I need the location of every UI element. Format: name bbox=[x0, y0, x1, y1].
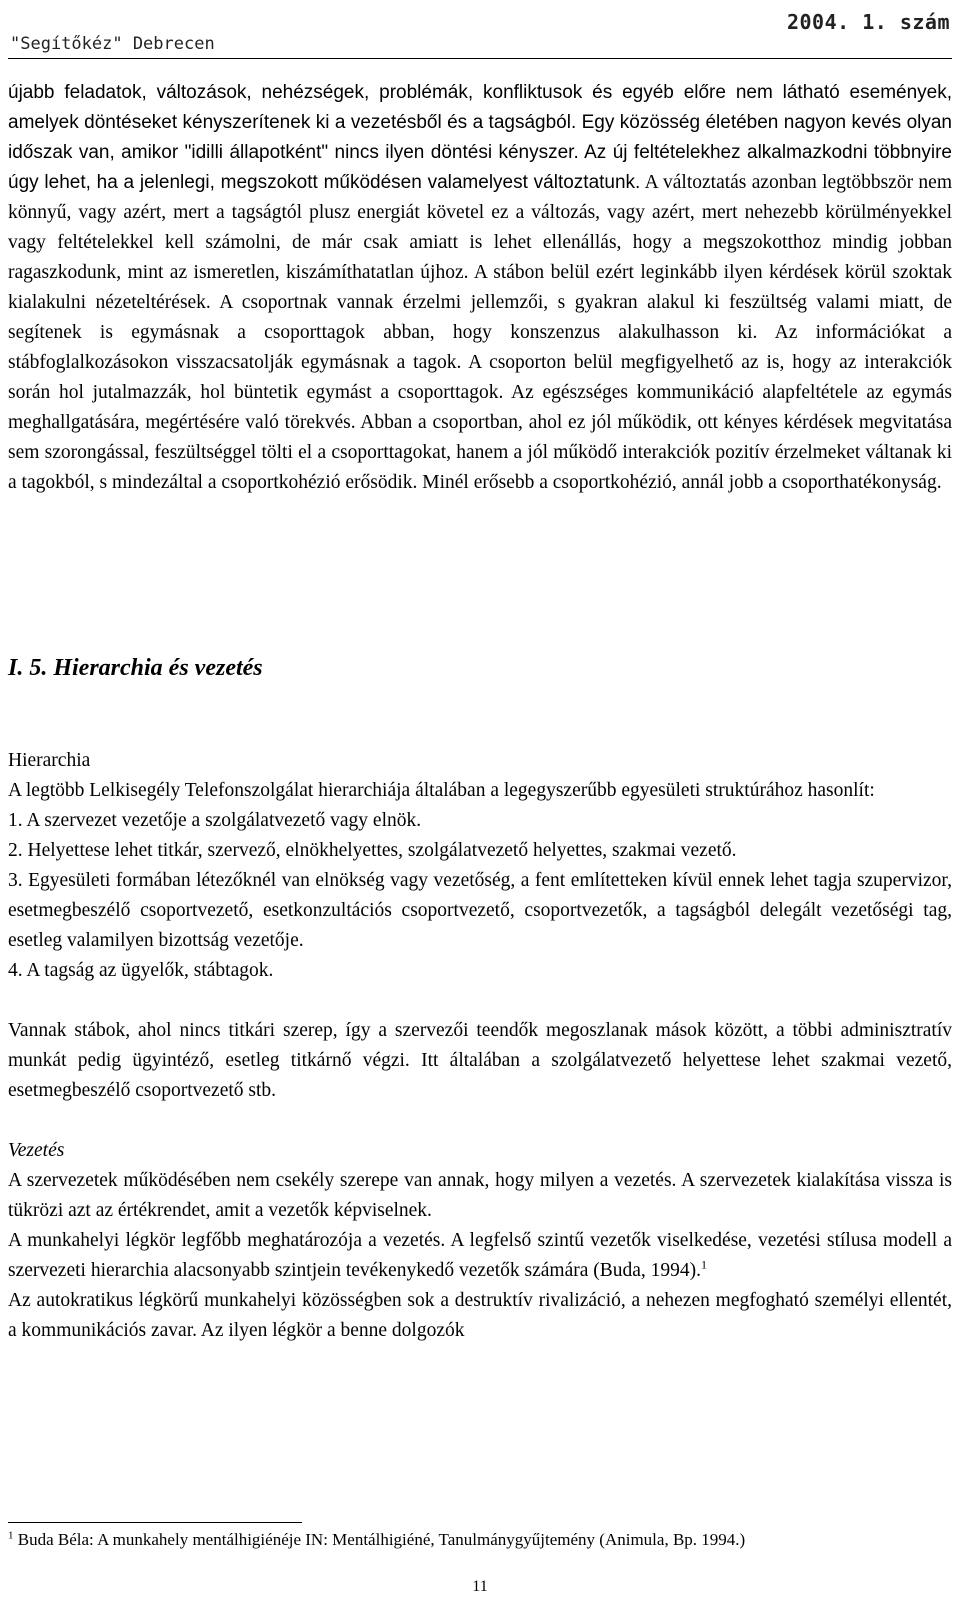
vezetes-paragraph-3: Az autokratikus légkörű munkahelyi közösségben sok a destruktív rivalizáció, a nehezen megfogható személyi ellentét, a kommunikációs zavar. Az ilyen légkör a benne dolgozók bbox=[8, 1290, 952, 1341]
hierarchia-item-4: 4. A tagság az ügyelők, stábtagok. bbox=[8, 960, 274, 981]
hierarchia-item-2: 2. Helyettese lehet titkár, szervező, elnökhelyettes, szolgálatvezető helyettes, szakmai vezető. bbox=[8, 840, 737, 861]
spacer bbox=[8, 986, 952, 1016]
footnote-text: Buda Béla: A munkahely mentálhigiénéje IN: Mentálhigiéné, Tanulmánygyűjtemény (Animula, Bp. 1994.) bbox=[13, 1530, 746, 1549]
hierarchia-heading: Hierarchia bbox=[8, 750, 91, 771]
page-number: 11 bbox=[472, 1578, 488, 1595]
page-header bbox=[8, 4, 952, 56]
section-title: I. 5. Hierarchia és vezetés bbox=[8, 655, 263, 681]
footnote-number: 1 bbox=[8, 1529, 14, 1542]
hierarchia-section bbox=[8, 746, 952, 1346]
header-issue: 2004. 1. szám bbox=[786, 10, 950, 34]
header-publication: "Segítőkéz" Debrecen bbox=[10, 34, 215, 54]
footnote-rule bbox=[8, 1522, 302, 1523]
header-rule bbox=[8, 58, 952, 59]
hierarchia-item-1: 1. A szervezet vezetője a szolgálatvezető vagy elnök. bbox=[8, 810, 422, 831]
spacer bbox=[8, 1106, 952, 1136]
footnote-reference[interactable]: 1 bbox=[701, 1257, 708, 1272]
vezetes-paragraph-2 bbox=[8, 1226, 952, 1286]
vezetes-paragraph-1: A szervezetek működésében nem csekély szerepe van annak, hogy milyen a vezetés. A szervezetek kialakítása vissza is tükrözi azt az értékrendet, amit a vezetők képviselnek. bbox=[8, 1170, 952, 1221]
hierarchia-item-3: 3. Egyesületi formában létezőknél van elnökség vagy vezetőség, a fent említetteken kívül ennek lehet tagja szupervizor, esetmegbeszélő csoportvezető, esetkonzultációs csoportvezető, csoportvezetők, a tagságból delegált vezetőségi tag, esetleg valamilyen bizottság vezetője. bbox=[8, 870, 952, 951]
vezetes-paragraph-2-text: A munkahelyi légkör legfőbb meghatározója a vezetés. A legfelső szintű vezetők viselkedése, vezetési stílusa modell a szervezeti hierarchia alacsonyabb szintjein tevékenykedő vezetők számára (Buda, 1994). bbox=[8, 1230, 952, 1281]
hierarchia-intro: A legtöbb Lelkisegély Telefonszolgálat hierarchiája általában a legegyszerűbb egyesületi struktúrához hasonlít: bbox=[8, 780, 875, 801]
hierarchia-paragraph: Vannak stábok, ahol nincs titkári szerep, így a szervezői teendők megoszlanak mások között, a többi adminisztratív munkát pedig ügyintéző, esetleg titkárnő végzi. Itt általában a szolgálatvezető helyettese lehet szakmai vezető, esetmegbeszélő csoportvezető stb. bbox=[8, 1020, 952, 1101]
intro-paragraph bbox=[8, 78, 952, 498]
intro-text-serif: A változtatás azonban legtöbbször nem könnyű, vagy azért, mert a tagságtól plusz energiát követel ez a változás, vagy azért, mert nehezebb körülményekkel vagy feltételekkel kell számolni, de már csak amiatt is lehet ellenállás, hogy a megszokotthoz mindig jobban ragaszkodunk, mint az ismeretlen, kiszámíthatatlan újhoz. A stábon belül ezért leginkább ilyen kérdések körül szoktak kialakulni nézeteltérések. A csoportnak vannak érzelmi jellemzői, s gyakran alakul ki feszültség valami miatt, de segítenek is egymásnak a csoporttagok abban, hogy konszenzus alakulhasson ki. Az információkat a stábfoglalkozásokon visszacsatolják egymásnak a tagok. A csoporton belül megfigyelhető az is, hogy az interakciók során hol jutalmazzák, hol büntetik egymást a csoporttagok. Az egészséges kommunikáció alapfeltétele az egymás meghallgatására, megértésére való törekvés. Abban a csoportban, ahol ez jól működik, ott kényes kérdések megvitatása sem szorongással, feszültséggel tölti el a csoporttagokat, hanem a jól működő interakciók pozitív érzelmeket váltanak ki a tagokból, s mindezáltal a csoportkohézió erősödik. Minél erősebb a csoportkohézió, annál jobb a csoporthatékonyság. bbox=[8, 172, 952, 493]
footnote bbox=[8, 1530, 745, 1550]
intro-text bbox=[8, 78, 952, 498]
vezetes-heading: Vezetés bbox=[8, 1140, 65, 1161]
intro-text-sans: újabb feladatok, változások, nehézségek, problémák, konfliktusok és egyéb előre nem látható események, amelyek döntéseket kényszerítenek ki a vezetésből és a tagságból. Egy közösség életében nagyon kevés olyan időszak van, amikor "idilli állapotként" nincs ilyen döntési kényszer. Az új feltételekhez alkalmazkodni többnyire úgy lehet, ha a jelenlegi, megszokott működésen valamelyest változtatunk. bbox=[8, 82, 952, 193]
